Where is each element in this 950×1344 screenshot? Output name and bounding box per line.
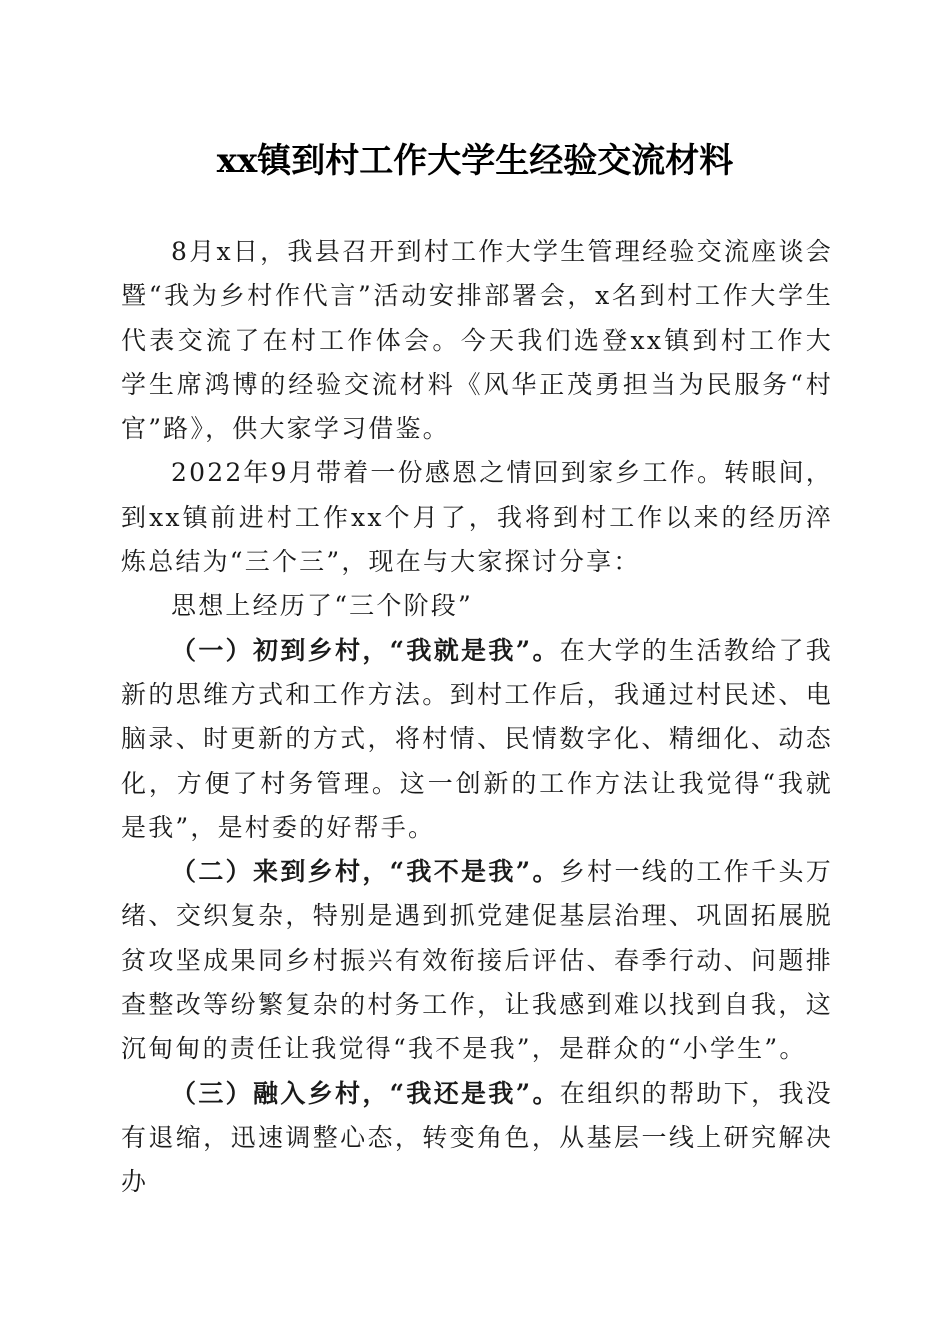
paragraph-stage-three <box>121 1072 833 1205</box>
paragraph-text: 2022年9月带着一份感恩之情回到家乡工作。转眼间，到xx镇前进村工作xx个月了，我将到村工作以来的经历淬炼总结为“三个三”，现在与大家探讨分享： <box>121 458 833 577</box>
document-body <box>121 230 833 1205</box>
paragraph-intro <box>121 230 833 451</box>
paragraph-lead: （一）初到乡村，“我就是我”。 <box>171 635 560 665</box>
paragraph-text: 在组织的帮助下，我没有退缩，迅速调整心态，转变角色，从基层一线上研究解决办 <box>121 1078 833 1197</box>
paragraph-text: 在大学的生活教给了我新的思维方式和工作方法。到村工作后，我通过村民述、电脑录、时更新的方式，将村情、民情数字化、精细化、动态化，方便了村务管理。这一创新的工作方法让我觉得“我就是我”，是村委的好帮手。 <box>121 635 833 842</box>
paragraph-text: 思想上经历了“三个阶段” <box>171 591 473 621</box>
paragraph-lead: （二）来到乡村，“我不是我”。 <box>171 857 560 887</box>
document-title: xx镇到村工作大学生经验交流材料 <box>216 141 734 181</box>
paragraph-stage-two <box>121 850 833 1071</box>
paragraph-text: 乡村一线的工作千头万绪、交织复杂，特别是遇到抓党建促基层治理、巩固拓展脱贫攻坚成果同乡村振兴有效衔接后评估、春季行动、问题排查整改等纷繁复杂的村务工作，让我感到难以找到自我，这沉甸甸的责任让我觉得“我不是我”，是群众的“小学生”。 <box>121 857 833 1064</box>
section-heading <box>121 584 833 628</box>
paragraph-background <box>121 451 833 584</box>
paragraph-text: 8月x日，我县召开到村工作大学生管理经验交流座谈会暨“我为乡村作代言”活动安排部署会，x名到村工作大学生代表交流了在村工作体会。今天我们选登xx镇到村工作大学生席鸿博的经验交流材料《风华正茂勇担当为民服务“村官”路》，供大家学习借鉴。 <box>121 237 833 444</box>
paragraph-stage-one <box>121 629 833 850</box>
paragraph-lead: （三）融入乡村，“我还是我”。 <box>171 1078 560 1108</box>
